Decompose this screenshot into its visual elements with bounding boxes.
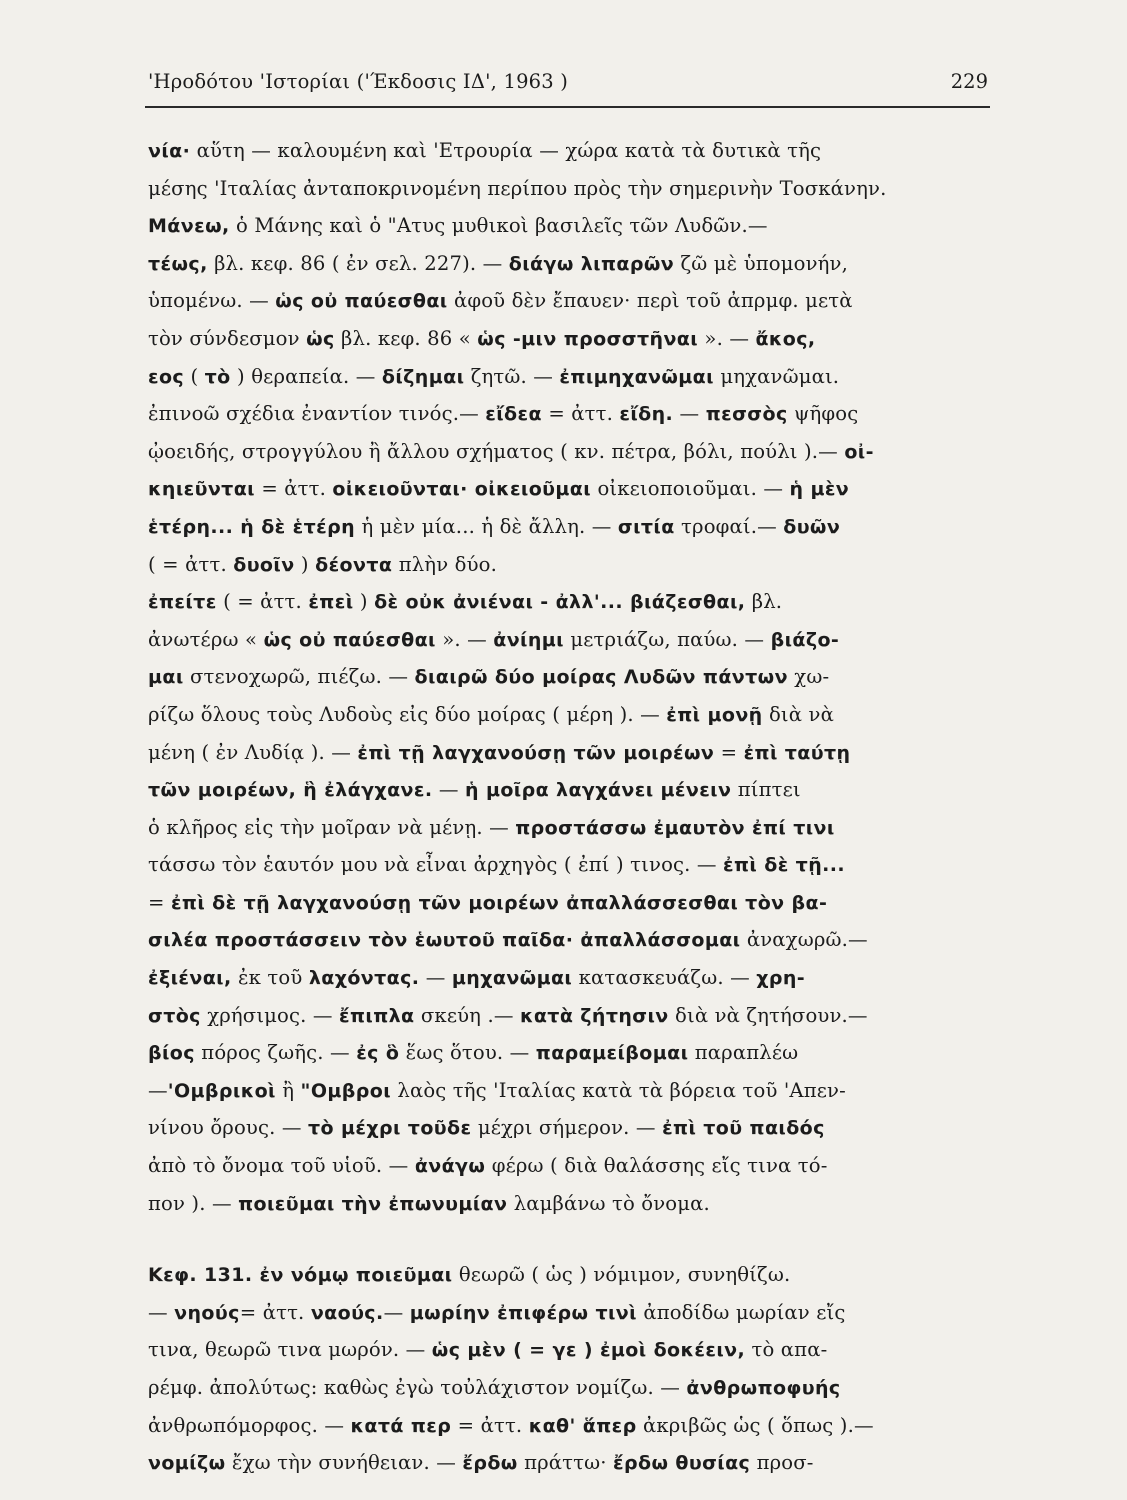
- text-line: [148, 1256, 988, 1294]
- gloss: ): [353, 590, 375, 614]
- lemma: ἔρδω: [462, 1452, 518, 1475]
- lemma: ἐπὶ ταύτῃ: [743, 741, 851, 764]
- lemma: Κεφ. 131. ἐν νόμῳ ποιεῦμαι: [148, 1264, 453, 1287]
- text-line: [148, 1109, 988, 1147]
- gloss: βλ.: [745, 590, 783, 614]
- lemma: ἐς ὃ: [356, 1042, 400, 1065]
- lemma: ἑτέρη... ἡ δὲ ἑτέρη: [148, 515, 356, 538]
- gloss: χρήσιμος. —: [200, 1003, 339, 1027]
- text-line: [148, 1331, 988, 1369]
- gloss: ἕως ὅτου. —: [399, 1041, 536, 1065]
- gloss: ὁ κλῆρος εἰς τὴν μοῖραν νὰ μένῃ. —: [148, 815, 516, 839]
- gloss: ἀνθρωπόμορφος. —: [148, 1413, 351, 1437]
- text-line: [148, 470, 988, 508]
- lemma: διαιρῶ δύο μοίρας Λυδῶν πάντων: [414, 666, 788, 689]
- gloss: ἐπινοῶ σχέδια ἐναντίον τινός.—: [148, 402, 486, 426]
- gloss: = ἀττ.: [541, 402, 620, 426]
- gloss: τροφαί.—: [674, 514, 784, 538]
- gloss: ἔχω τὴν συνήθειαν. —: [225, 1451, 463, 1475]
- text-line: [148, 771, 988, 809]
- text-line: [148, 583, 988, 621]
- lemma: νομίζω: [148, 1452, 226, 1475]
- text-line: [148, 959, 988, 997]
- gloss: μηχανῶμαι.: [713, 364, 840, 388]
- lemma: προστάσσω ἐμαυτὸν ἐπί τινι: [515, 816, 835, 839]
- lemma: ἐπεὶ: [308, 591, 354, 614]
- lemma: ἐπὶ δὲ τῇ λαγχανούσῃ τῶν μοιρέων ἀπαλλάσσεσθαι τὸν βα-: [170, 891, 828, 914]
- lemma: δυοῖν: [233, 553, 295, 576]
- gloss: = ἀττ.: [451, 1413, 529, 1437]
- text-line: [148, 846, 988, 884]
- lemma: μαι: [148, 666, 184, 689]
- lemma: ἀνθρωποφυής: [686, 1377, 841, 1399]
- gloss: σκεύη .—: [414, 1003, 520, 1027]
- lemma: ὡς μὲν ( = γε ) ἐμοὶ δοκέειν,: [431, 1339, 746, 1362]
- gloss: ζῶ μὲ ὑπομονήν,: [674, 251, 848, 275]
- gloss: ἀφοῦ δὲν ἔπαυεν· περὶ τοῦ ἀπρμφ. μετὰ: [447, 289, 853, 313]
- lemma: νηούς: [174, 1301, 240, 1324]
- gloss: θεωρῶ ( ὡς ) νόμιμον, συνηθίζω.: [452, 1263, 791, 1287]
- gloss: τινα, θεωρῶ τινα μωρόν. —: [148, 1338, 432, 1362]
- gloss: μέχρι σήμερον. —: [471, 1116, 663, 1140]
- lemma: 'Ομβρικοὶ: [167, 1079, 276, 1102]
- gloss: ἀναχωρῶ.—: [740, 928, 868, 952]
- gloss: παραπλέω: [688, 1041, 799, 1065]
- lemma: καθ' ἅπερ: [528, 1414, 637, 1437]
- lemma: εἴδη.: [619, 403, 674, 426]
- lemma: ὡς -μιν προσστῆναι: [477, 327, 699, 350]
- text-line: [148, 1034, 988, 1072]
- lemma: εος: [148, 365, 185, 388]
- gloss: βλ. κεφ. 86 «: [334, 326, 478, 350]
- text-line: [148, 1185, 988, 1223]
- gloss: ἀπὸ τὸ ὄνομα τοῦ υἱοῦ. —: [148, 1154, 415, 1178]
- gloss: τάσσω τὸν ἑαυτόν μου νὰ εἶναι ἀρχηγὸς ( ἐπί ) τινος. —: [148, 853, 724, 877]
- lemma: κηιεῦνται: [148, 478, 255, 501]
- lemma: ἡ μοῖρα λαγχάνει μένειν: [465, 779, 732, 802]
- text-line: [148, 320, 988, 358]
- text-line: [148, 245, 988, 283]
- gloss: διὰ νὰ ζητήσουν.—: [668, 1003, 868, 1027]
- lemma: κατά περ: [350, 1414, 452, 1437]
- lemma: μωρίην ἐπιφέρω τινὶ: [409, 1301, 637, 1324]
- lemma: δὲ οὐκ ἀνιέναι - ἀλλ'... βιάζεσθαι,: [374, 591, 746, 614]
- gloss: διὰ νὰ: [762, 702, 834, 726]
- text-line: [148, 508, 988, 546]
- lemma: νία·: [148, 140, 191, 162]
- commentary-text: [148, 132, 988, 1482]
- lemma: ἐπὶ τῇ λαγχανούσῃ τῶν μοιρέων: [357, 741, 715, 764]
- text-line: [148, 696, 988, 734]
- lemma: ἔπιπλα: [339, 1004, 415, 1027]
- text-line: [148, 884, 988, 922]
- lemma: ἀνίημι: [493, 628, 564, 651]
- lemma: ὡς οὐ παύεσθαι: [263, 628, 436, 651]
- gloss: ἀκριβῶς ὡς ( ὅπως ).—: [636, 1413, 874, 1437]
- gloss: ἀποδίδω μωρίαν εἴς: [636, 1300, 846, 1324]
- lemma: δίζημαι: [381, 365, 465, 388]
- text-line: [148, 1294, 988, 1332]
- gloss: = ἀττ.: [254, 477, 333, 501]
- text-line: [148, 282, 988, 320]
- gloss: ρέμφ. ἀπολύτως: καθὼς ἐγὼ τοὐλάχιστον νομίζω. —: [148, 1376, 687, 1399]
- gloss: ὑπομένω. —: [148, 289, 276, 313]
- text-line: [148, 734, 988, 772]
- text-line: [148, 1407, 988, 1445]
- running-title: 'Ηροδότου 'Ιστορίαι ('Έκδοσις ΙΔ', 1963 ): [148, 70, 569, 93]
- lemma: σιτία: [617, 515, 675, 538]
- lemma: τὸ μέχρι τοῦδε: [307, 1117, 472, 1140]
- lemma: λαχόντας.: [308, 967, 420, 990]
- text-line: [148, 658, 988, 696]
- gloss: —: [432, 778, 465, 802]
- gloss: οἰκειοποιοῦμαι. —: [591, 477, 790, 501]
- gloss: ἐκ τοῦ: [231, 966, 309, 990]
- lemma: τέως,: [148, 252, 208, 275]
- lemma: ὡς: [306, 327, 335, 350]
- gloss: =: [714, 740, 744, 764]
- gloss: ». —: [435, 627, 494, 651]
- lemma: ποιεῦμαι τὴν ἐπωνυμίαν: [238, 1192, 508, 1215]
- gloss: αὕτη — καλουμένη καὶ 'Ετρουρία — χώρα κατὰ τὰ δυτικὰ τῆς: [190, 139, 822, 162]
- gloss: μέσης 'Ιταλίας ἀνταποκρινομένη περίπου πρὸς τὴν σημερινὴν Τοσκάνην.: [148, 176, 887, 200]
- lemma: παραμείβομαι: [535, 1042, 689, 1065]
- text-line: [148, 1147, 988, 1185]
- text-line: [148, 1444, 988, 1482]
- lemma: Μάνεω,: [148, 215, 230, 238]
- paragraph-gap: [148, 1222, 988, 1256]
- lemma: ἀνάγω: [414, 1155, 486, 1178]
- lemma: ἐπείτε: [148, 591, 217, 614]
- gloss: ᾠοειδής, στρογγύλου ἢ ἄλλου σχήματος ( κν. πέτρα, βόλι, πούλι ).—: [148, 439, 845, 463]
- gloss: φέρω ( διὰ θαλάσσης εἴς τινα τό-: [485, 1154, 828, 1178]
- lemma: χρη-: [756, 967, 806, 990]
- lemma: ναούς.: [310, 1301, 384, 1324]
- gloss: μένη ( ἐν Λυδίᾳ ). —: [148, 740, 358, 764]
- gloss: χω-: [787, 665, 830, 689]
- gloss: τὸ απα-: [745, 1338, 828, 1362]
- lemma: δέοντα: [315, 553, 393, 576]
- lemma: οἰκειοῦνται· οἰκειοῦμαι: [332, 478, 592, 501]
- lemma: ἐπὶ δὲ τῇ...: [723, 854, 845, 877]
- gloss: ζητῶ. —: [464, 364, 560, 388]
- lemma: ἡ μὲν: [789, 478, 850, 501]
- gloss: κατασκευάζω. —: [572, 966, 757, 990]
- gloss: —: [383, 1300, 410, 1324]
- lemma: βίος: [148, 1042, 195, 1065]
- lemma: κατὰ ζήτησιν: [519, 1004, 669, 1027]
- lemma: ἄκος,: [755, 327, 816, 350]
- lemma: εἴδεα: [485, 403, 542, 426]
- text-line: [148, 358, 988, 396]
- gloss: —: [673, 402, 706, 426]
- gloss: πον ). —: [148, 1191, 239, 1215]
- gloss: ( = ἀττ.: [216, 590, 309, 614]
- text-line: [148, 207, 988, 245]
- gloss: —: [148, 1300, 175, 1324]
- gloss: ἀνωτέρω «: [148, 627, 264, 651]
- gloss: =: [148, 890, 171, 914]
- text-line: [148, 997, 988, 1035]
- lemma: ἐξιέναι,: [148, 967, 232, 990]
- lemma: στὸς: [148, 1004, 201, 1027]
- gloss: ». —: [698, 326, 756, 350]
- lemma: οἰ-: [844, 440, 874, 463]
- gloss: (: [184, 364, 205, 388]
- text-line: [148, 621, 988, 659]
- lemma: ἐπὶ τοῦ παιδός: [662, 1117, 825, 1140]
- gloss: —: [419, 966, 452, 990]
- lemma: βιάζο-: [770, 628, 840, 651]
- gloss: ): [294, 552, 316, 576]
- gloss: πίπτει: [731, 778, 801, 802]
- gloss: λαὸς τῆς 'Ιταλίας κατὰ τὰ βόρεια τοῦ 'Απεν-: [391, 1078, 846, 1102]
- gloss: πλὴν δύο.: [392, 552, 497, 576]
- gloss: ψῆφος: [787, 402, 859, 426]
- lemma: "Ομβροι: [300, 1079, 392, 1102]
- gloss: ἡ μὲν μία... ἡ δὲ ἄλλη. —: [355, 514, 618, 538]
- text-line: [148, 395, 988, 433]
- gloss: ἢ: [275, 1078, 301, 1102]
- gloss: λαμβάνω τὸ ὄνομα.: [507, 1191, 710, 1215]
- lemma: τὸ: [204, 365, 231, 388]
- gloss: τὸν σύνδεσμον: [148, 326, 307, 350]
- text-line: [148, 433, 988, 471]
- lemma: διάγω λιπαρῶν: [508, 252, 675, 275]
- gloss: μετριάζω, παύω. —: [563, 627, 771, 651]
- text-line: [148, 170, 988, 208]
- lemma: ἐπιμηχανῶμαι: [559, 365, 714, 388]
- gloss: βλ. κεφ. 86 ( ἐν σελ. 227). —: [207, 251, 509, 275]
- text-line: [148, 546, 988, 584]
- header-rule: [145, 106, 990, 108]
- lemma: πεσσὸς: [705, 403, 788, 426]
- lemma: ἐπὶ μονῇ: [666, 703, 763, 726]
- text-line: [148, 1369, 988, 1407]
- lemma: σιλέα προστάσσειν τὸν ἑωυτοῦ παῖδα· ἀπαλλάσσομαι: [148, 929, 741, 952]
- gloss: ( = ἀττ.: [148, 552, 234, 576]
- gloss: στενοχωρῶ, πιέζω. —: [183, 665, 415, 689]
- text-line: [148, 1072, 988, 1110]
- gloss: = ἀττ.: [239, 1300, 311, 1324]
- gloss: —: [148, 1078, 168, 1102]
- gloss: προσ-: [750, 1451, 814, 1475]
- gloss: πόρος ζωῆς. —: [194, 1041, 357, 1065]
- gloss: νίνου ὄρους. —: [148, 1116, 308, 1140]
- lemma: μηχανῶμαι: [451, 967, 573, 990]
- lemma: ὡς οὐ παύεσθαι: [275, 290, 448, 313]
- lemma: ἔρδω θυσίας: [613, 1452, 751, 1475]
- text-line: [148, 809, 988, 847]
- gloss: ρίζω ὅλους τοὺς Λυδοὺς εἰς δύο μοίρας ( μέρη ). —: [148, 702, 667, 726]
- text-line: [148, 921, 988, 959]
- page-number: 229: [950, 70, 988, 93]
- gloss: πράττω·: [517, 1451, 614, 1475]
- gloss: ) θεραπεία. —: [230, 364, 382, 388]
- gloss: ὁ Μάνης καὶ ὁ "Ατυς μυθικοὶ βασιλεῖς τῶν Λυδῶν.—: [229, 214, 768, 238]
- page-header: [148, 70, 988, 102]
- lemma: τῶν μοιρέων, ἣ ἐλάγχανε.: [148, 779, 433, 802]
- lemma: δυῶν: [783, 515, 841, 538]
- text-line: [148, 132, 988, 170]
